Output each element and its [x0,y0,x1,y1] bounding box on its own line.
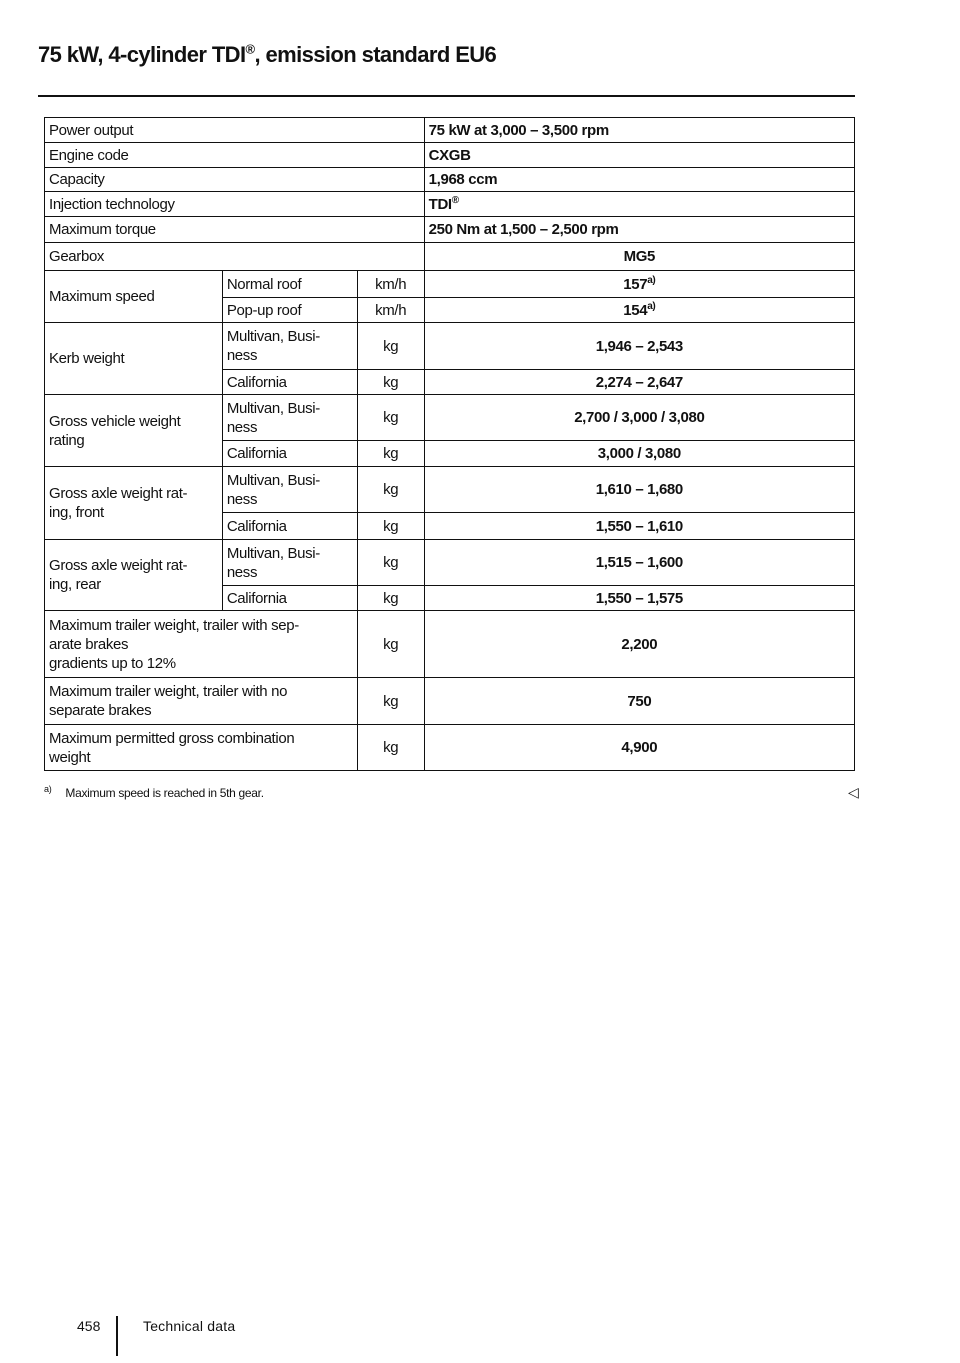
row-label: Gross axle weight rat- ing, front [45,467,223,540]
table-row [45,395,855,441]
registered-mark: ® [245,41,255,57]
row-value: 4,900 [424,725,854,771]
row-label: Power output [45,118,425,143]
row-value: CXGB [424,143,854,168]
row-value: 250 Nm at 1,500 – 2,500 rpm [424,217,854,243]
row-label: Gross axle weight rat- ing, rear [45,540,223,611]
variant-label: Pop-up roof [222,298,357,323]
table-row [45,217,855,243]
variant-label: Normal roof [222,271,357,298]
unit: kg [357,725,424,771]
row-label: Maximum torque [45,217,425,243]
table-row [45,271,855,298]
page-number: 458 [77,1318,101,1334]
footnote: $^{a)}$ Maximum speed is reached in 5th gear. [44,784,264,800]
table-row [45,243,855,271]
table-row [45,540,855,586]
footer-divider [116,1316,118,1356]
table-row [45,678,855,725]
table-row [45,192,855,217]
unit: km/h [357,298,424,323]
variant-label: Multivan, Busi- ness [222,540,357,586]
row-value: 2,200 [424,611,854,678]
unit: kg [357,370,424,395]
variant-label: California [222,370,357,395]
row-value: 1,550 – 1,575 [424,586,854,611]
variant-label: Multivan, Busi- ness [222,395,357,441]
row-value: 75 kW at 3,000 – 3,500 rpm [424,118,854,143]
table-row [45,118,855,143]
unit: kg [357,467,424,513]
unit: kg [357,323,424,370]
unit: kg [357,395,424,441]
row-value: 2,274 – 2,647 [424,370,854,395]
row-value: 157$^{a)}$ [424,271,854,298]
unit: kg [357,678,424,725]
table-row [45,168,855,192]
row-value: 2,700 / 3,000 / 3,080 [424,395,854,441]
row-value: MG5 [424,243,854,271]
row-value: 1,515 – 1,600 [424,540,854,586]
row-label: Maximum speed [45,271,223,323]
unit: kg [357,611,424,678]
page-title: 75 kW, 4-cylinder TDI®, emission standard EU6 [38,41,497,67]
table-row [45,143,855,168]
row-value: 3,000 / 3,080 [424,441,854,467]
row-value: 1,550 – 1,610 [424,513,854,540]
row-label: Maximum permitted gross combination weight [45,725,358,771]
row-label: Capacity [45,168,425,192]
row-value: 1,968 ccm [424,168,854,192]
row-label: Engine code [45,143,425,168]
unit: kg [357,513,424,540]
unit: kg [357,441,424,467]
unit: kg [357,540,424,586]
unit: km/h [357,271,424,298]
row-value: 154$^{a)}$ [424,298,854,323]
spec-table [44,117,855,771]
row-label: Maximum trailer weight, trailer with no separate brakes [45,678,358,725]
section-name: Technical data [143,1318,236,1334]
variant-label: Multivan, Busi- ness [222,467,357,513]
variant-label: California [222,441,357,467]
variant-label: Multivan, Busi- ness [222,323,357,370]
row-label: Kerb weight [45,323,223,395]
unit: kg [357,586,424,611]
row-label: Gross vehicle weight rating [45,395,223,467]
title-rule [38,95,855,97]
end-triangle-icon: ◁ [848,784,859,800]
table-row [45,611,855,678]
row-value: 1,946 – 2,543 [424,323,854,370]
row-value: 750 [424,678,854,725]
table-row [45,467,855,513]
variant-label: California [222,513,357,540]
table-row [45,323,855,370]
row-value: 1,610 – 1,680 [424,467,854,513]
variant-label: California [222,586,357,611]
row-value: TDI® [424,192,854,217]
table-row [45,725,855,771]
row-label: Maximum trailer weight, trailer with sep- arate brakes gradients up to 12% [45,611,358,678]
row-label: Injection technology [45,192,425,217]
row-label: Gearbox [45,243,425,271]
